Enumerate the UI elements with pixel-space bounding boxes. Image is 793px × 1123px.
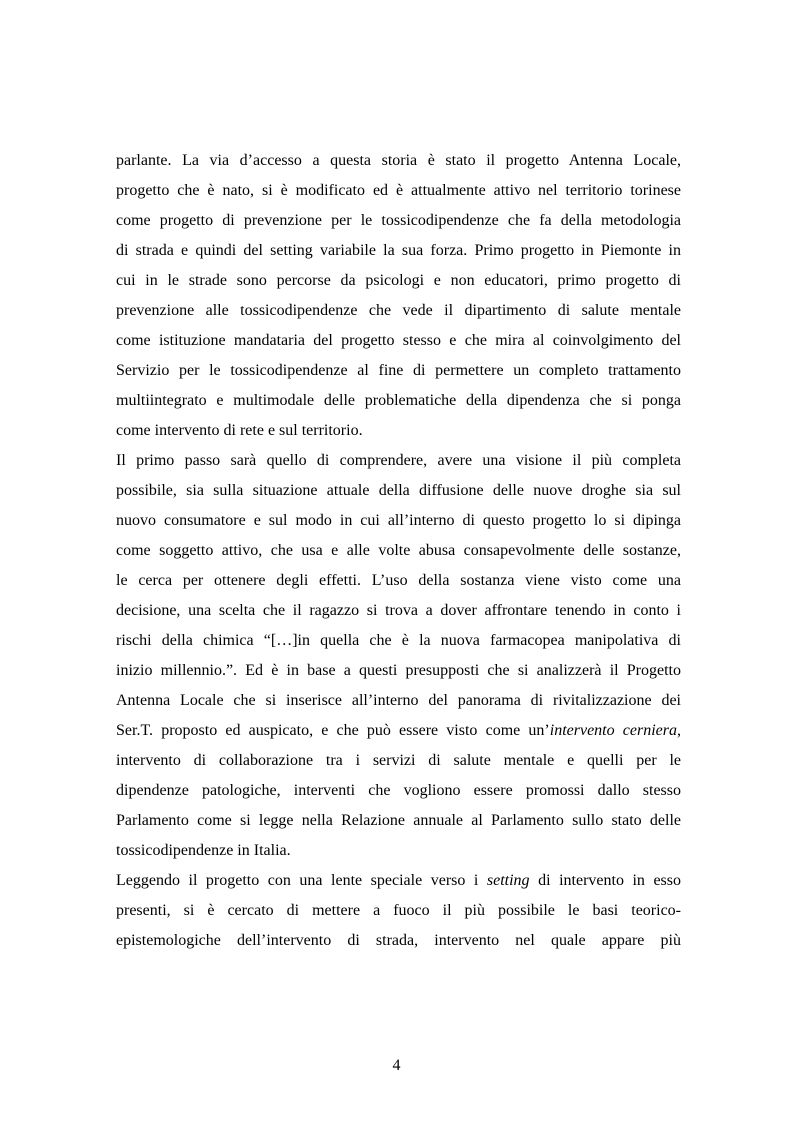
- text-line: parlante. La via d’accesso a questa storia è stato il progetto Antenna Locale,: [116, 152, 681, 169]
- text-line: prevenzione alle tossicodipendenze che vede il dipartimento di salute mentale: [116, 302, 681, 319]
- text-line: le cerca per ottenere degli effetti. L’uso della sostanza viene visto come una: [116, 572, 681, 589]
- page-number: 4: [392, 1057, 401, 1074]
- text-segment: Ser.T. proposto ed auspicato, e che può essere visto come un’: [116, 722, 550, 739]
- text-line: epistemologiche dell’intervento di strada, intervento nel quale appare più: [116, 932, 681, 949]
- text-line: cui in le strade sono percorse da psicologi e non educatori, primo progetto di: [116, 272, 681, 289]
- text-line: multiintegrato e multimodale delle problematiche della dipendenza che si ponga: [116, 392, 681, 409]
- text-segment: di intervento in esso: [529, 872, 681, 889]
- text-line: Parlamento come si legge nella Relazione annuale al Parlamento sullo stato delle: [116, 812, 681, 829]
- text-line: tossicodipendenze in Italia.: [116, 842, 291, 859]
- text-line: come soggetto attivo, che usa e alle volte abusa consapevolmente delle sostanze,: [116, 542, 681, 559]
- text-line: [116, 866, 681, 896]
- text-line: progetto che è nato, si è modificato ed è attualmente attivo nel territorio torinese: [116, 182, 681, 199]
- text-line: presenti, si è cercato di mettere a fuoco il più possibile le basi teorico-: [116, 902, 681, 919]
- text-line: come progetto di prevenzione per le tossicodipendenze che fa della metodologia: [116, 212, 681, 229]
- text-line: [116, 716, 681, 746]
- italic-phrase: intervento cerniera: [549, 722, 677, 739]
- text-line: Antenna Locale che si inserisce all’interno del panorama di rivitalizzazione dei: [116, 692, 681, 709]
- text-segment: Leggendo il progetto con una lente speciale verso i: [116, 872, 487, 889]
- text-line: possibile, sia sulla situazione attuale della diffusione delle nuove droghe sia sul: [116, 482, 681, 499]
- body-text: [116, 146, 681, 956]
- text-line: Il primo passo sarà quello di comprendere, avere una visione il più completa: [116, 452, 681, 469]
- text-line: come intervento di rete e sul territorio.: [116, 422, 363, 439]
- text-line: di strada e quindi del setting variabile la sua forza. Primo progetto in Piemonte in: [116, 242, 681, 259]
- text-line: come istituzione mandataria del progetto stesso e che mira al coinvolgimento del: [116, 332, 681, 349]
- text-line: nuovo consumatore e sul modo in cui all’interno di questo progetto lo si dipinga: [116, 512, 681, 529]
- text-line: decisione, una scelta che il ragazzo si trova a dover affrontare tenendo in conto i: [116, 602, 681, 619]
- text-line: rischi della chimica “[…]in quella che è la nuova farmacopea manipolativa di: [116, 632, 681, 649]
- text-line: intervento di collaborazione tra i servizi di salute mentale e quelli per le: [116, 752, 681, 769]
- text-line: inizio millennio.”. Ed è in base a questi presupposti che si analizzerà il Progetto: [116, 662, 681, 679]
- text-line: Servizio per le tossicodipendenze al fine di permettere un completo trattamento: [116, 362, 681, 379]
- text-line: dipendenze patologiche, interventi che vogliono essere promossi dallo stesso: [116, 782, 681, 799]
- italic-phrase: setting: [486, 872, 530, 889]
- text-segment: ,: [677, 722, 681, 739]
